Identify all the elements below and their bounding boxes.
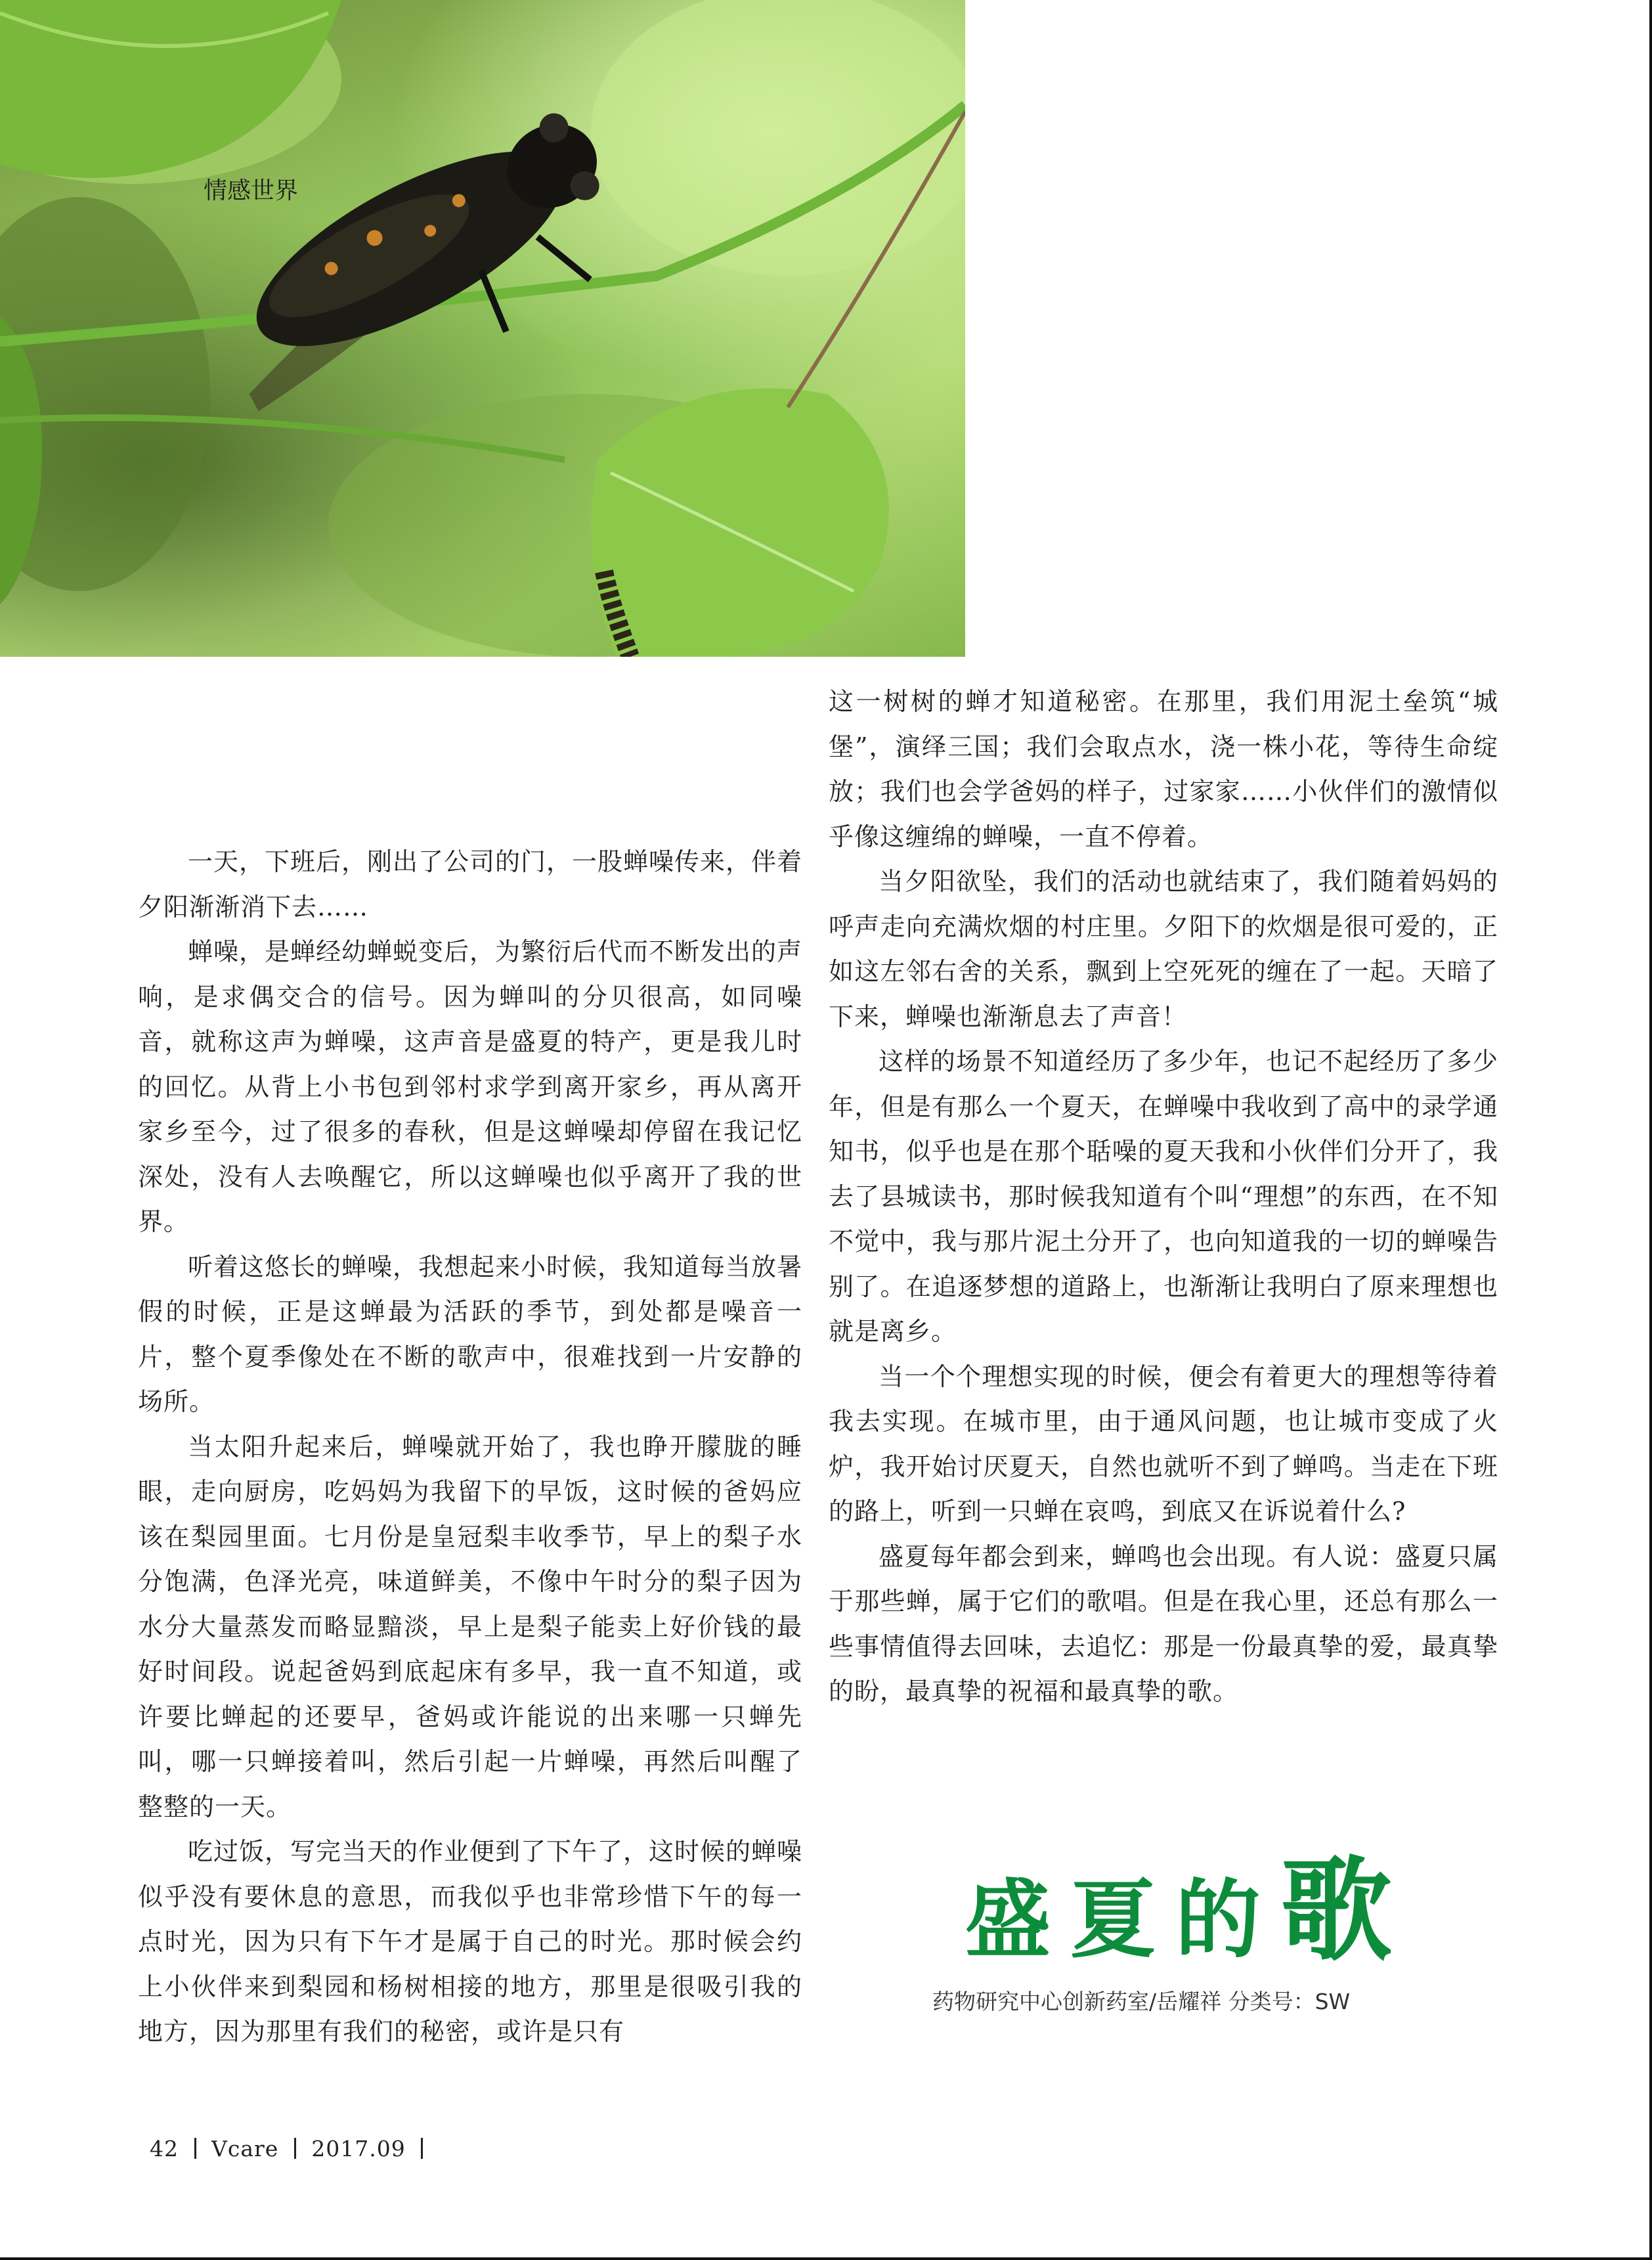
section-label: 情感世界: [204, 177, 299, 204]
footer-divider: [421, 2138, 423, 2159]
article-title-emphasis: 歌: [1280, 1846, 1412, 1976]
paragraph: 当夕阳欲坠，我们的活动也就结束了，我们随着妈妈的呼声走向充满炊烟的村庄里。夕阳下的炊烟是很可爱的，正如这左邻右舍的关系，飘到上空死死的缠在了一起。天暗了下来，蝉噪也渐渐息去了声音！: [829, 867, 1498, 1031]
right-column: [829, 679, 1498, 1714]
magazine-name: Vcare: [211, 2136, 279, 2161]
left-column: [138, 839, 802, 2054]
paragraph: 当一个个理想实现的时候，便会有着更大的理想等待着我去实现。在城市里，由于通风问题，也让城市变成了火炉，我开始讨厌夏天，自然也就听不到了蝉鸣。当走在下班的路上，听到一只蝉在哀鸣，到底又在诉说着什么?: [829, 1362, 1498, 1526]
paragraph: 吃过饭，写完当天的作业便到了下午了，这时候的蝉噪似乎没有要休息的意思，而我似乎也非常珍惜下午的每一点时光，因为只有下午才是属于自己的时光。那时候会约上小伙伴来到梨园和杨树相接的地方，那里是很吸引我的地方，因为那里有我们的秘密，或许是只有: [138, 1837, 803, 2046]
page-number: 42: [150, 2136, 179, 2161]
paragraph: 一天，下班后，刚出了公司的门，一股蝉噪传来，伴着夕阳渐渐消下去……: [138, 847, 803, 921]
paragraph: 这样的场景不知道经历了多少年，也记不起经历了多少年，但是有那么一个夏天，在蝉噪中我收到了高中的录学通知书，似乎也是在那个聒噪的夏天我和小伙伴们分开了，我去了县城读书，那时候我知道有个叫“理想”的东西，在不知不觉中，我与那片泥土分开了，也向知道我的一切的蝉噪告别了。在追逐梦想的道路上，也渐渐让我明白了原来理想也就是离乡。: [829, 1047, 1498, 1346]
article-title: [965, 1846, 1412, 1976]
paragraph: 听着这悠长的蝉噪，我想起来小时候，我知道每当放暑假的时候，正是这蝉最为活跃的季节，到处都是噪音一片，整个夏季像处在不断的歌声中，很难找到一片安静的场所。: [138, 1252, 803, 1416]
article-title-main: 盛夏的: [965, 1870, 1281, 1970]
cicada-illustration: [0, 0, 965, 657]
footer-divider: [194, 2138, 196, 2159]
paragraph: 盛夏每年都会到来，蝉鸣也会出现。有人说：盛夏只属于那些蝉，属于它们的歌唱。但是在我心里，还总有那么一些事情值得去回味，去追忆：那是一份最真挚的爱，最真挚的盼，最真挚的祝福和最真挚的歌。: [829, 1541, 1498, 1706]
paragraph: 当太阳升起来后，蝉噪就开始了，我也睁开朦胧的睡眼，走向厨房，吃妈妈为我留下的早饭，这时候的爸妈应该在梨园里面。七月份是皇冠梨丰收季节，早上的梨子水分饱满，色泽光亮，味道鲜美，不像中午时分的梨子因为水分大量蒸发而略显黯淡，早上是梨子能卖上好价钱的最好时间段。说起爸妈到底起床有多早，我一直不知道，或许要比蝉起的还要早，爸妈或许能说的出来哪一只蝉先叫，哪一只蝉接着叫，然后引起一片蝉噪，再然后叫醒了整整的一天。: [138, 1432, 802, 1821]
paragraph-continuation: 这一树树的蝉才知道秘密。在那里，我们用泥土垒筑“城堡”，演绎三国；我们会取点水，浇一株小花，等待生命绽放；我们也会学爸妈的样子，过家家……小伙伴们的激情似乎像这缠绵的蝉噪，一直不停着。: [829, 687, 1498, 851]
cicada-photo: [0, 0, 965, 657]
page-footer: [150, 2136, 431, 2161]
author-byline: 药物研究中心创新药室/岳耀祥 分类号：SW: [932, 1989, 1351, 2014]
issue-date: 2017.09: [311, 2136, 406, 2161]
footer-divider: [294, 2138, 296, 2159]
paragraph: 蝉噪，是蝉经幼蝉蜕变后，为繁衍后代而不断发出的声响，是求偶交合的信号。因为蝉叫的分贝很高，如同噪音，就称这声为蝉噪，这声音是盛夏的特产，更是我儿时的回忆。从背上小书包到邻村求学到离开家乡，再从离开家乡至今，过了很多的春秋，但是这蝉噪却停留在我记忆深处，没有人去唤醒它，所以这蝉噪也似乎离开了我的世界。: [138, 937, 803, 1236]
